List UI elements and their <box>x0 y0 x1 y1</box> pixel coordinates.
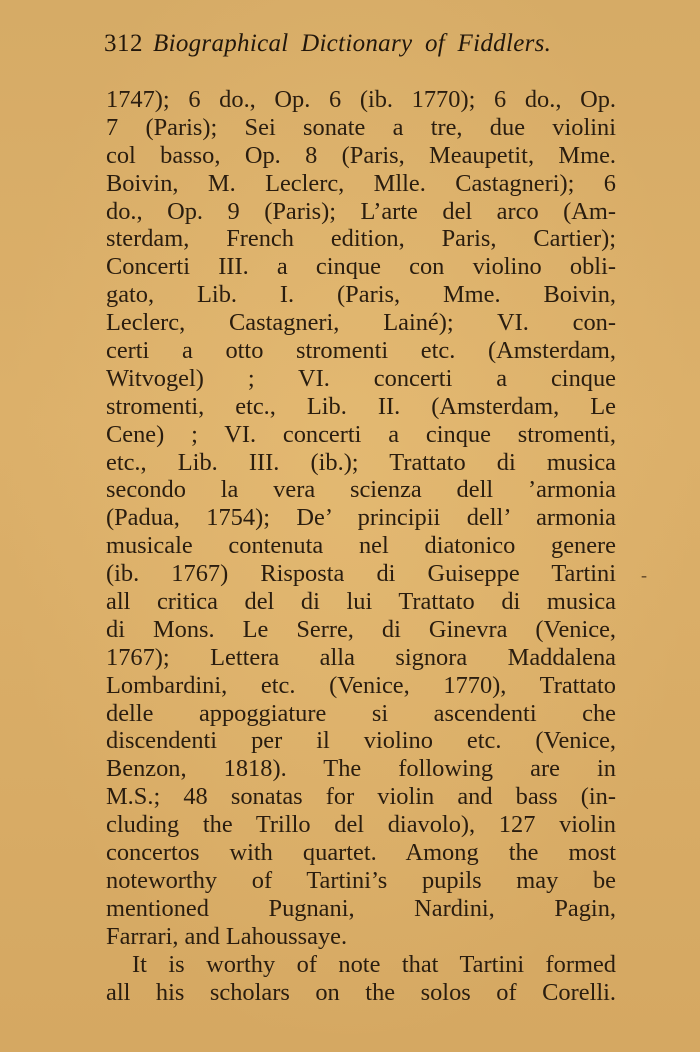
text-line: secondo la vera scienza dell ’armonia <box>106 476 616 504</box>
text-line: discendenti per il violino etc. (Venice, <box>106 727 616 755</box>
body-text <box>106 86 616 1006</box>
text-line: gato, Lib. I. (Paris, Mme. Boivin, <box>106 281 616 309</box>
text-line: certi a otto stromenti etc. (Amsterdam, <box>106 337 616 365</box>
text-line: Lombardini, etc. (Venice, 1770), Trattato <box>106 671 616 699</box>
text-line: 1767); Lettera alla signora Maddalena <box>106 643 616 671</box>
text-line: Farrari, and Lahoussaye. <box>106 922 348 950</box>
text-line: musicale contenuta nel diatonico genere <box>106 532 616 560</box>
text-line: Leclerc, Castagneri, Lainé); VI. con- <box>106 309 616 337</box>
text-line: do., Op. 9 (Paris); L’arte del arco (Am- <box>106 197 616 225</box>
text-line: M.S.; 48 sonatas for violin and bass (in- <box>106 783 616 811</box>
text-line: col basso, Op. 8 (Paris, Meaupetit, Mme. <box>106 141 616 169</box>
text-line: Boivin, M. Leclerc, Mlle. Castagneri); 6 <box>106 169 616 197</box>
text-line: 7 (Paris); Sei sonate a tre, due violini <box>106 113 616 141</box>
running-header <box>104 30 624 66</box>
text-line: (ib. 1767) Risposta di Guiseppe Tartini <box>106 560 616 588</box>
text-line: Cene) ; VI. concerti a cinque stromenti, <box>106 420 616 448</box>
text-line: 1747); 6 do., Op. 6 (ib. 1770); 6 do., Op. <box>106 86 616 113</box>
text-line: mentioned Pugnani, Nardini, Pagin, <box>106 894 616 922</box>
text-line: stromenti, etc., Lib. II. (Amsterdam, Le <box>106 392 616 420</box>
text-line: Benzon, 1818). The following are in <box>106 755 616 783</box>
text-line: etc., Lib. III. (ib.); Trattato di musica <box>106 448 616 476</box>
text-line: (Padua, 1754); De’ principii dell’ armonia <box>106 504 616 532</box>
text-line: sterdam, French edition, Paris, Cartier); <box>106 225 616 253</box>
text-line: cluding the Trillo del diavolo), 127 violin <box>106 811 616 839</box>
text-line: delle appoggiature si ascendenti che <box>106 699 616 727</box>
running-title: Biographical Dictionary of Fiddlers. <box>153 30 552 57</box>
margin-mark: - <box>641 565 647 585</box>
text-line: noteworthy of Tartini’s pupils may be <box>106 866 616 894</box>
page-number: 312 <box>104 30 143 57</box>
text-line: It is worthy of note that Tartini formed <box>132 950 616 978</box>
text-line: Concerti III. a cinque con violino obli- <box>106 253 616 281</box>
text-line: concertos with quartet. Among the most <box>106 839 616 867</box>
text-line: di Mons. Le Serre, di Ginevra (Venice, <box>106 615 616 643</box>
text-line: Witvogel) ; VI. concerti a cinque <box>106 364 616 392</box>
text-line: all critica del di lui Trattato di musica <box>106 588 616 616</box>
text-line: all his scholars on the solos of Corelli. <box>106 978 616 1006</box>
